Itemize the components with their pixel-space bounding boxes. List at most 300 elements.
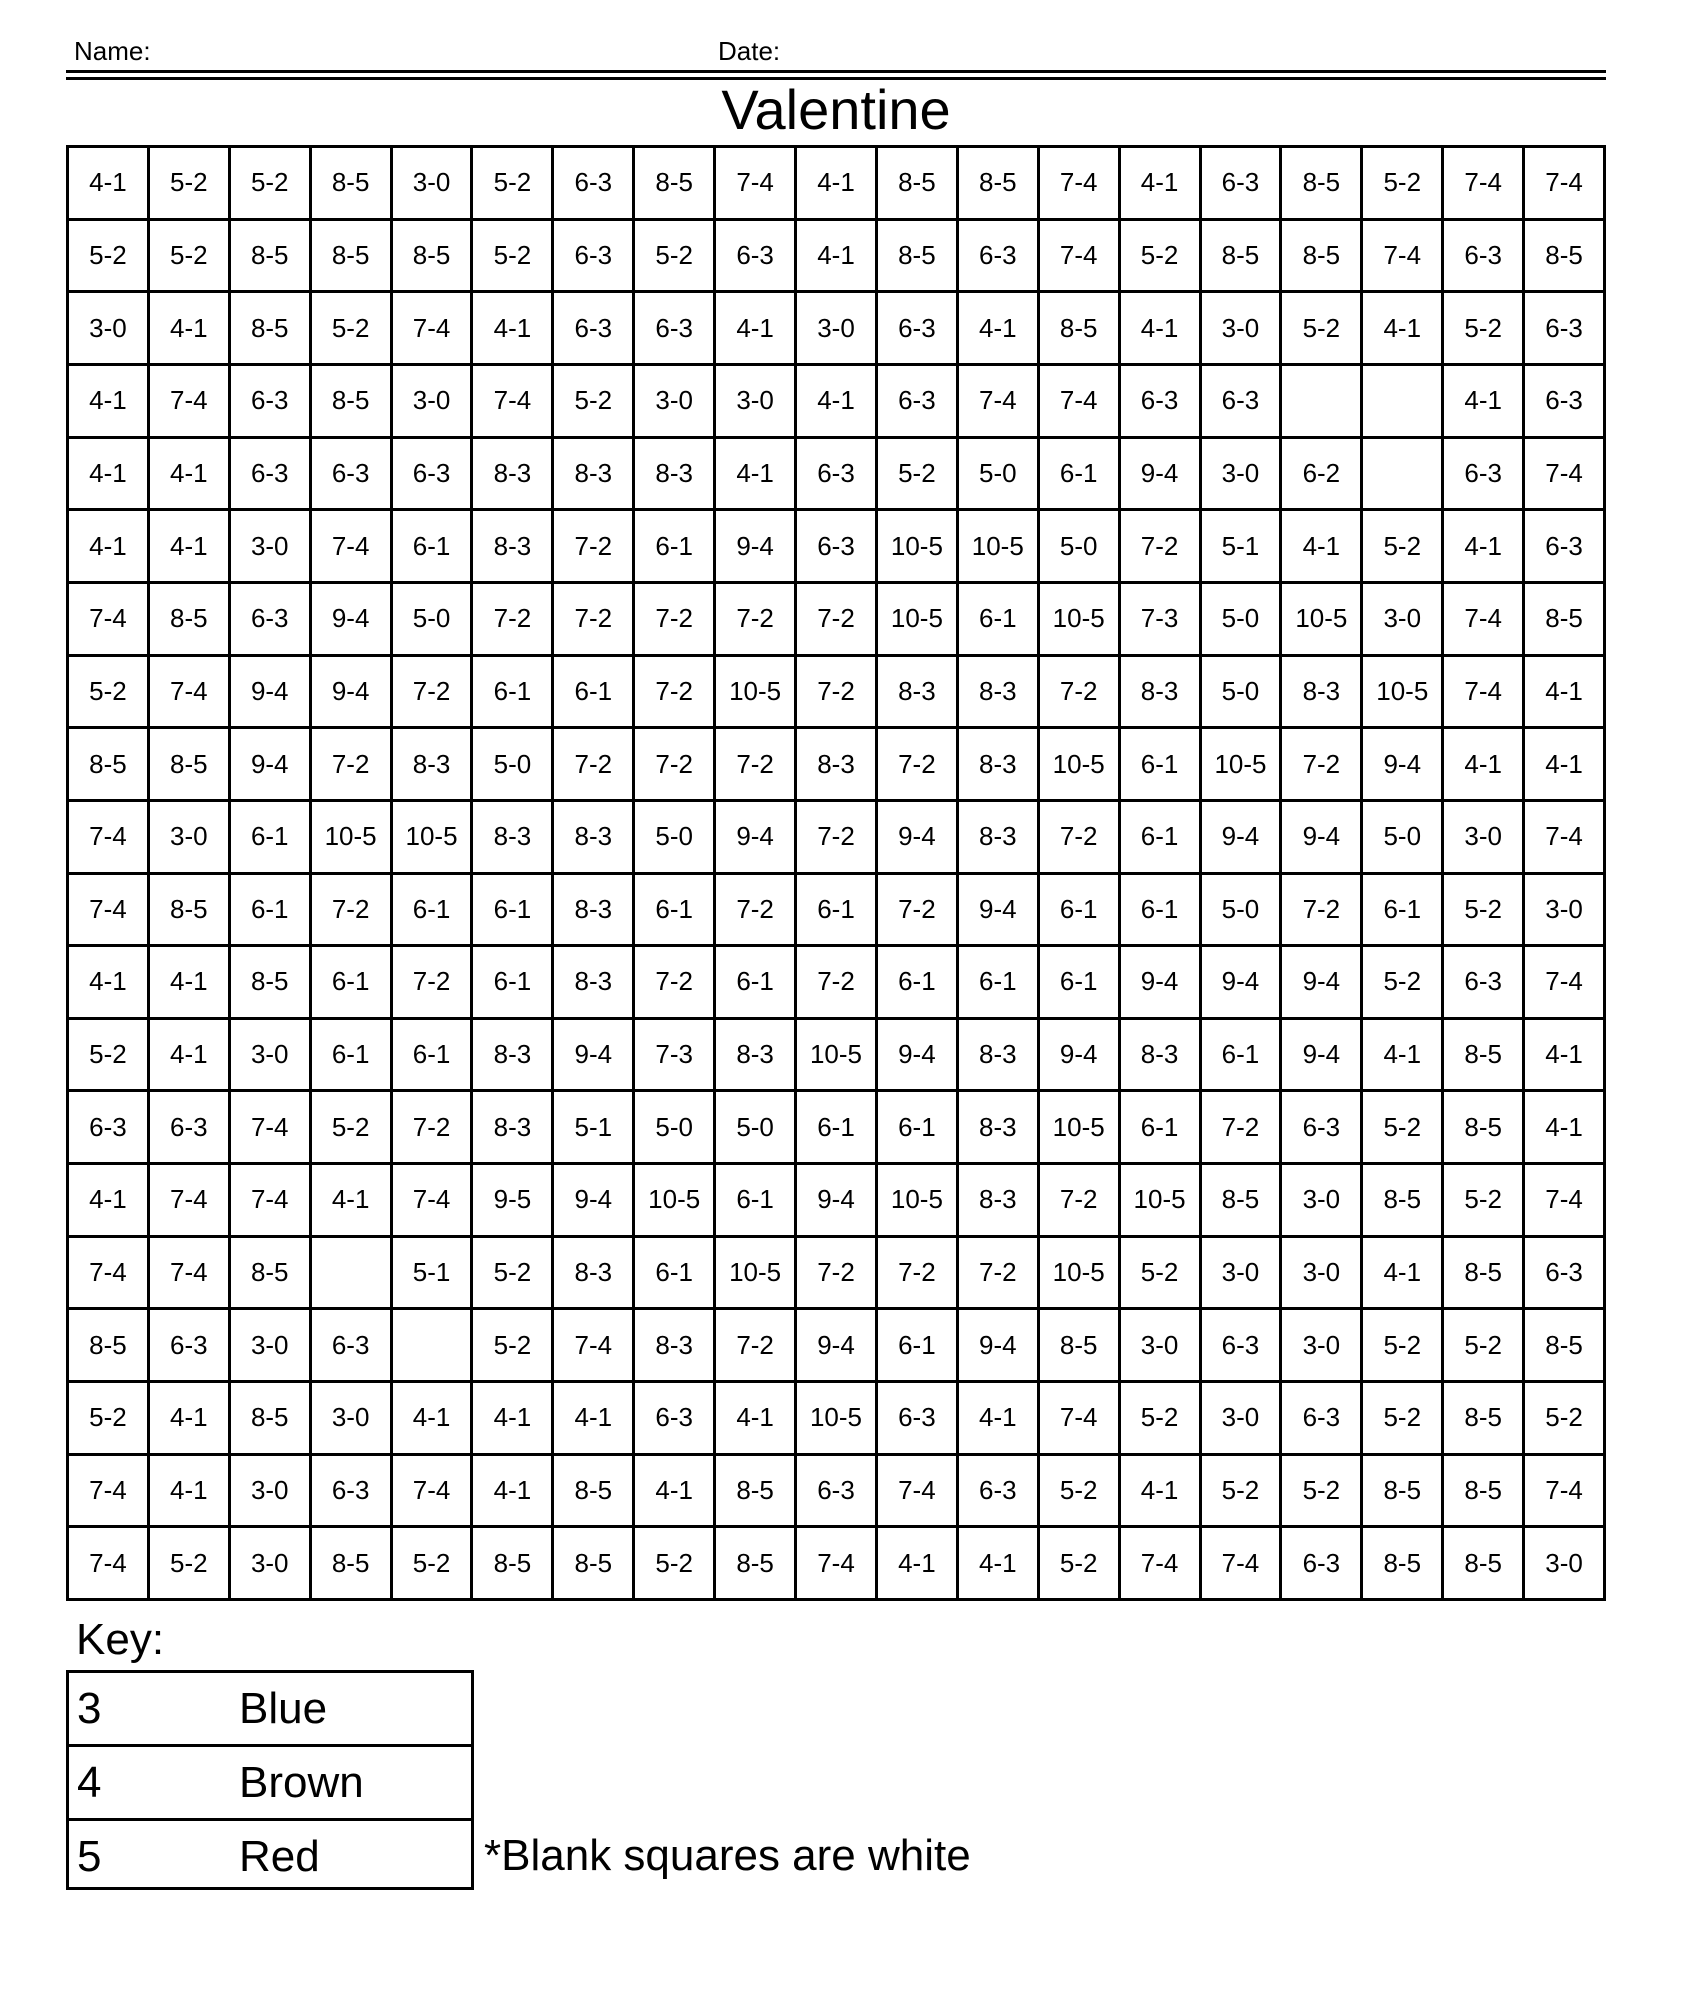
grid-cell: 3-0 xyxy=(150,802,231,875)
grid-cell: 9-4 xyxy=(716,511,797,584)
grid-cell xyxy=(393,1310,474,1383)
grid-cell: 4-1 xyxy=(1525,1092,1606,1165)
grid-cell: 8-3 xyxy=(1282,657,1363,730)
grid-cell: 5-2 xyxy=(1040,1528,1121,1601)
header-row xyxy=(66,34,1606,68)
grid-cell: 8-5 xyxy=(312,221,393,294)
grid-cell: 7-4 xyxy=(1040,221,1121,294)
grid-cell: 8-5 xyxy=(959,148,1040,221)
grid-cell: 5-0 xyxy=(1202,875,1283,948)
grid-cell xyxy=(312,1238,393,1311)
grid-cell: 4-1 xyxy=(150,439,231,512)
grid-cell: 4-1 xyxy=(554,1383,635,1456)
grid-cell: 3-0 xyxy=(231,1310,312,1383)
grid-cell: 5-0 xyxy=(959,439,1040,512)
grid-cell: 7-2 xyxy=(635,729,716,802)
grid-cell: 10-5 xyxy=(635,1165,716,1238)
grid-cell: 4-1 xyxy=(1282,511,1363,584)
grid-cell: 4-1 xyxy=(1121,293,1202,366)
grid-cell: 7-4 xyxy=(1363,221,1444,294)
grid-cell: 10-5 xyxy=(797,1020,878,1093)
grid-cell: 5-2 xyxy=(635,1528,716,1601)
grid-cell: 4-1 xyxy=(1444,366,1525,439)
grid-cell: 7-2 xyxy=(716,729,797,802)
grid-cell: 3-0 xyxy=(1525,1528,1606,1601)
grid-cell: 6-1 xyxy=(635,875,716,948)
grid-cell: 7-2 xyxy=(797,657,878,730)
grid-cell: 7-4 xyxy=(393,1165,474,1238)
grid-cell: 4-1 xyxy=(312,1165,393,1238)
grid-cell: 8-5 xyxy=(1363,1528,1444,1601)
grid-cell: 6-1 xyxy=(797,1092,878,1165)
grid-cell: 6-3 xyxy=(1525,511,1606,584)
grid-cell: 8-5 xyxy=(1363,1456,1444,1529)
grid-cell: 8-5 xyxy=(69,729,150,802)
grid-cell: 5-2 xyxy=(69,657,150,730)
grid-cell: 6-1 xyxy=(959,584,1040,657)
grid-cell: 4-1 xyxy=(797,221,878,294)
grid-cell: 8-3 xyxy=(554,947,635,1020)
grid-cell: 6-1 xyxy=(635,511,716,584)
grid-cell: 7-2 xyxy=(393,1092,474,1165)
grid-cell: 8-5 xyxy=(1202,221,1283,294)
grid-cell: 10-5 xyxy=(1282,584,1363,657)
grid-cell: 7-4 xyxy=(69,584,150,657)
grid-cell: 10-5 xyxy=(1040,1092,1121,1165)
grid-cell: 5-0 xyxy=(635,1092,716,1165)
grid-cell: 9-5 xyxy=(473,1165,554,1238)
grid-cell: 8-3 xyxy=(959,657,1040,730)
grid-cell: 8-5 xyxy=(312,366,393,439)
grid-cell: 5-2 xyxy=(150,1528,231,1601)
grid-cell: 7-4 xyxy=(1525,1165,1606,1238)
grid-cell: 8-5 xyxy=(1525,1310,1606,1383)
grid-cell: 9-4 xyxy=(797,1165,878,1238)
grid-cell: 5-2 xyxy=(69,1383,150,1456)
grid-cell: 6-3 xyxy=(959,221,1040,294)
grid-cell: 7-4 xyxy=(1121,1528,1202,1601)
grid-cell: 4-1 xyxy=(150,1383,231,1456)
grid-cell: 8-5 xyxy=(716,1528,797,1601)
grid-cell: 6-1 xyxy=(231,802,312,875)
grid-cell: 3-0 xyxy=(231,1020,312,1093)
grid-cell: 7-2 xyxy=(959,1238,1040,1311)
grid-cell: 8-5 xyxy=(1444,1456,1525,1529)
grid-cell: 3-0 xyxy=(231,1528,312,1601)
grid-cell: 5-2 xyxy=(1444,875,1525,948)
grid-cell: 8-3 xyxy=(716,1020,797,1093)
grid-cell: 7-4 xyxy=(1040,1383,1121,1456)
grid-cell: 6-3 xyxy=(959,1456,1040,1529)
grid-cell: 4-1 xyxy=(69,947,150,1020)
grid-cell: 6-1 xyxy=(312,947,393,1020)
grid-cell: 7-2 xyxy=(635,947,716,1020)
grid-cell: 5-2 xyxy=(1444,1165,1525,1238)
grid-cell: 10-5 xyxy=(1363,657,1444,730)
grid-cell: 8-5 xyxy=(473,1528,554,1601)
page-title: Valentine xyxy=(721,78,951,141)
grid-cell: 6-1 xyxy=(1121,1092,1202,1165)
grid-cell: 10-5 xyxy=(716,657,797,730)
grid-cell: 7-4 xyxy=(393,293,474,366)
grid-cell: 8-3 xyxy=(473,802,554,875)
grid-cell: 7-4 xyxy=(69,875,150,948)
grid-cell: 9-4 xyxy=(878,1020,959,1093)
grid-cell: 6-1 xyxy=(878,1310,959,1383)
grid-cell: 6-1 xyxy=(1121,729,1202,802)
grid-cell: 6-3 xyxy=(554,148,635,221)
grid-cell: 8-5 xyxy=(1444,1528,1525,1601)
grid-cell: 8-5 xyxy=(635,148,716,221)
grid-cell: 7-2 xyxy=(1282,729,1363,802)
grid-cell: 4-1 xyxy=(1363,293,1444,366)
grid-cell: 5-1 xyxy=(1202,511,1283,584)
grid-cell: 6-3 xyxy=(797,1456,878,1529)
grid-cell: 7-4 xyxy=(150,366,231,439)
grid-cell: 7-2 xyxy=(878,729,959,802)
grid-cell: 7-2 xyxy=(312,875,393,948)
grid-cell: 4-1 xyxy=(1525,657,1606,730)
grid-cell: 8-5 xyxy=(1444,1383,1525,1456)
key-number: 5 xyxy=(77,1832,102,1881)
grid-cell: 9-4 xyxy=(231,729,312,802)
grid-cell: 10-5 xyxy=(312,802,393,875)
key-color-name: Red xyxy=(239,1832,320,1881)
grid-cell: 8-5 xyxy=(1363,1165,1444,1238)
grid-cell: 8-5 xyxy=(312,1528,393,1601)
grid-cell: 6-1 xyxy=(797,875,878,948)
grid-cell: 7-4 xyxy=(69,802,150,875)
grid-cell: 5-2 xyxy=(635,221,716,294)
grid-cell: 7-2 xyxy=(797,947,878,1020)
grid-cell: 5-2 xyxy=(1282,1456,1363,1529)
grid-cell: 8-3 xyxy=(1121,1020,1202,1093)
grid-cell: 8-5 xyxy=(150,729,231,802)
grid-cell: 9-4 xyxy=(231,657,312,730)
grid-cell: 9-4 xyxy=(1202,947,1283,1020)
grid-cell: 5-2 xyxy=(1444,1310,1525,1383)
grid-cell: 6-3 xyxy=(1525,1238,1606,1311)
grid-cell: 5-2 xyxy=(1121,221,1202,294)
grid-cell: 5-2 xyxy=(1121,1383,1202,1456)
grid-cell: 7-2 xyxy=(312,729,393,802)
grid-cell: 3-0 xyxy=(1525,875,1606,948)
grid-cell: 7-2 xyxy=(473,584,554,657)
grid-cell: 5-2 xyxy=(69,1020,150,1093)
grid-cell: 5-1 xyxy=(554,1092,635,1165)
grid-cell: 7-2 xyxy=(797,1238,878,1311)
grid-cell: 7-4 xyxy=(959,366,1040,439)
grid-cell: 7-2 xyxy=(554,729,635,802)
grid-cell: 8-3 xyxy=(878,657,959,730)
grid-cell: 9-4 xyxy=(1282,947,1363,1020)
grid-cell: 8-3 xyxy=(959,729,1040,802)
grid-cell: 7-2 xyxy=(797,584,878,657)
grid-cell: 3-0 xyxy=(393,366,474,439)
grid-cell: 5-2 xyxy=(1363,947,1444,1020)
grid-cell: 8-5 xyxy=(1525,221,1606,294)
grid-cell: 7-4 xyxy=(797,1528,878,1601)
grid-cell: 6-3 xyxy=(1282,1528,1363,1601)
grid-cell: 9-4 xyxy=(312,657,393,730)
grid-cell: 9-4 xyxy=(312,584,393,657)
grid-cell: 6-1 xyxy=(1202,1020,1283,1093)
grid-cell: 4-1 xyxy=(473,1383,554,1456)
grid-cell: 4-1 xyxy=(69,366,150,439)
grid-cell: 3-0 xyxy=(1202,439,1283,512)
grid-cell: 8-5 xyxy=(1040,1310,1121,1383)
grid-cell: 9-4 xyxy=(959,875,1040,948)
grid-cell: 10-5 xyxy=(1040,1238,1121,1311)
grid-cell: 6-3 xyxy=(554,221,635,294)
grid-cell: 10-5 xyxy=(1202,729,1283,802)
grid-cell: 7-2 xyxy=(797,802,878,875)
grid-cell: 8-3 xyxy=(554,439,635,512)
grid-cell: 9-4 xyxy=(716,802,797,875)
grid-cell: 7-4 xyxy=(69,1456,150,1529)
grid-cell: 6-3 xyxy=(69,1092,150,1165)
grid-cell: 3-0 xyxy=(1363,584,1444,657)
grid-cell: 6-3 xyxy=(1202,366,1283,439)
grid-cell: 6-2 xyxy=(1282,439,1363,512)
grid-cell: 5-2 xyxy=(1525,1383,1606,1456)
grid-cell: 7-2 xyxy=(393,947,474,1020)
grid-cell: 6-3 xyxy=(150,1310,231,1383)
key-row xyxy=(69,1821,471,1892)
grid-cell: 4-1 xyxy=(959,1528,1040,1601)
grid-cell: 5-2 xyxy=(1363,1310,1444,1383)
grid-cell: 4-1 xyxy=(1363,1238,1444,1311)
grid-cell: 8-3 xyxy=(473,1092,554,1165)
grid-cell: 5-2 xyxy=(473,148,554,221)
grid-cell: 5-2 xyxy=(1202,1456,1283,1529)
grid-cell: 6-3 xyxy=(878,366,959,439)
grid-cell: 6-3 xyxy=(878,293,959,366)
grid-cell: 8-5 xyxy=(69,1310,150,1383)
grid-cell: 6-1 xyxy=(1121,802,1202,875)
key-title: Key: xyxy=(76,1615,165,1664)
grid-cell: 8-3 xyxy=(393,729,474,802)
grid-cell: 9-4 xyxy=(797,1310,878,1383)
grid-cell: 7-4 xyxy=(716,148,797,221)
grid-cell: 6-3 xyxy=(1282,1383,1363,1456)
grid-cell: 3-0 xyxy=(1282,1310,1363,1383)
grid-cell: 4-1 xyxy=(150,511,231,584)
grid-cell: 3-0 xyxy=(231,1456,312,1529)
grid-cell: 6-3 xyxy=(312,1310,393,1383)
grid-cell xyxy=(1363,366,1444,439)
grid-cell: 5-2 xyxy=(69,221,150,294)
grid-cell: 7-2 xyxy=(1040,802,1121,875)
grid-cell: 6-1 xyxy=(393,875,474,948)
grid-cell: 7-2 xyxy=(878,875,959,948)
grid-cell: 6-3 xyxy=(797,511,878,584)
grid-cell: 9-4 xyxy=(1363,729,1444,802)
grid-cell: 8-3 xyxy=(959,802,1040,875)
grid-cell: 5-0 xyxy=(393,584,474,657)
grid-cell: 4-1 xyxy=(1444,729,1525,802)
grid-cell: 7-4 xyxy=(1525,1456,1606,1529)
grid-cell: 6-3 xyxy=(1444,947,1525,1020)
grid-cell: 4-1 xyxy=(878,1528,959,1601)
grid-cell: 4-1 xyxy=(473,1456,554,1529)
grid-cell: 3-0 xyxy=(393,148,474,221)
grid-cell: 5-2 xyxy=(473,1310,554,1383)
key-number: 3 xyxy=(77,1684,102,1733)
grid-cell: 5-2 xyxy=(1363,148,1444,221)
grid-cell: 7-2 xyxy=(716,584,797,657)
grid-cell: 6-3 xyxy=(1282,1092,1363,1165)
grid-cell: 4-1 xyxy=(150,947,231,1020)
grid-cell: 3-0 xyxy=(69,293,150,366)
grid-cell: 10-5 xyxy=(393,802,474,875)
grid-cell: 3-0 xyxy=(1202,293,1283,366)
grid-cell: 8-5 xyxy=(878,221,959,294)
grid-cell: 4-1 xyxy=(1525,729,1606,802)
grid-cell: 6-1 xyxy=(473,657,554,730)
grid-cell: 7-4 xyxy=(1525,802,1606,875)
grid-cell: 7-4 xyxy=(554,1310,635,1383)
grid-cell: 9-4 xyxy=(554,1165,635,1238)
grid-cell: 3-0 xyxy=(635,366,716,439)
grid-cell: 4-1 xyxy=(1121,1456,1202,1529)
grid-cell: 6-3 xyxy=(231,366,312,439)
grid-cell: 10-5 xyxy=(878,1165,959,1238)
grid-cell: 5-2 xyxy=(1121,1238,1202,1311)
grid-cell: 10-5 xyxy=(716,1238,797,1311)
grid-cell: 10-5 xyxy=(878,584,959,657)
grid-cell: 9-4 xyxy=(878,802,959,875)
key-row xyxy=(69,1673,471,1747)
grid-cell: 9-4 xyxy=(1121,947,1202,1020)
grid-cell: 7-2 xyxy=(1040,657,1121,730)
grid-cell: 10-5 xyxy=(959,511,1040,584)
name-label: Name: xyxy=(74,36,151,66)
grid-cell: 7-3 xyxy=(635,1020,716,1093)
grid-cell: 4-1 xyxy=(150,1456,231,1529)
grid-cell: 8-5 xyxy=(231,221,312,294)
grid-cell: 9-4 xyxy=(554,1020,635,1093)
grid-cell: 7-4 xyxy=(150,1165,231,1238)
grid-cell xyxy=(1363,439,1444,512)
grid-cell: 6-1 xyxy=(312,1020,393,1093)
grid-cell: 8-5 xyxy=(231,1238,312,1311)
grid-cell: 6-1 xyxy=(1363,875,1444,948)
grid-cell: 8-5 xyxy=(150,875,231,948)
grid-cell: 5-2 xyxy=(1363,1092,1444,1165)
grid-cell: 4-1 xyxy=(716,439,797,512)
grid-cell: 10-5 xyxy=(1040,729,1121,802)
grid-cell: 8-5 xyxy=(1525,584,1606,657)
grid-cell: 4-1 xyxy=(69,511,150,584)
grid-cell: 6-1 xyxy=(878,947,959,1020)
grid-cell: 8-3 xyxy=(635,439,716,512)
grid-cell: 3-0 xyxy=(797,293,878,366)
grid-cell: 8-3 xyxy=(473,511,554,584)
grid-cell: 10-5 xyxy=(878,511,959,584)
grid-cell: 7-2 xyxy=(1121,511,1202,584)
grid-cell: 8-5 xyxy=(150,584,231,657)
grid-cell: 5-2 xyxy=(1040,1456,1121,1529)
header-divider-top xyxy=(66,70,1606,73)
grid-cell: 7-4 xyxy=(231,1092,312,1165)
grid-cell: 6-1 xyxy=(635,1238,716,1311)
grid-cell: 6-1 xyxy=(959,947,1040,1020)
grid-cell: 7-2 xyxy=(635,584,716,657)
grid-cell: 4-1 xyxy=(1121,148,1202,221)
grid-cell: 6-3 xyxy=(312,1456,393,1529)
grid-cell: 7-4 xyxy=(150,1238,231,1311)
grid-cell: 6-3 xyxy=(1202,1310,1283,1383)
grid-cell: 7-2 xyxy=(1040,1165,1121,1238)
grid-cell: 7-4 xyxy=(69,1238,150,1311)
grid-cell: 10-5 xyxy=(797,1383,878,1456)
grid-cell: 8-3 xyxy=(797,729,878,802)
grid-cell: 8-5 xyxy=(1444,1092,1525,1165)
grid-cell: 6-3 xyxy=(393,439,474,512)
grid-cell: 6-3 xyxy=(231,439,312,512)
grid-cell: 5-0 xyxy=(716,1092,797,1165)
grid-cell: 8-3 xyxy=(959,1092,1040,1165)
grid-cell: 6-3 xyxy=(1525,293,1606,366)
grid-cell: 5-0 xyxy=(1202,584,1283,657)
grid-cell: 8-5 xyxy=(231,947,312,1020)
grid-cell: 6-3 xyxy=(1202,148,1283,221)
grid-cell: 3-0 xyxy=(1282,1238,1363,1311)
grid-cell: 6-3 xyxy=(1444,439,1525,512)
grid-cell: 7-4 xyxy=(1040,366,1121,439)
grid-cell: 6-1 xyxy=(716,1165,797,1238)
grid-cell: 8-3 xyxy=(1121,657,1202,730)
grid-cell: 6-3 xyxy=(150,1092,231,1165)
grid-cell: 5-2 xyxy=(1282,293,1363,366)
grid-cell: 3-0 xyxy=(1121,1310,1202,1383)
grid-cell: 6-3 xyxy=(231,584,312,657)
grid-cell: 6-1 xyxy=(473,947,554,1020)
grid-cell: 6-1 xyxy=(1040,439,1121,512)
grid-cell: 6-3 xyxy=(878,1383,959,1456)
grid-cell: 3-0 xyxy=(1444,802,1525,875)
grid-cell: 6-3 xyxy=(312,439,393,512)
grid-cell: 7-4 xyxy=(1525,439,1606,512)
grid-cell: 7-4 xyxy=(1040,148,1121,221)
grid-cell: 5-2 xyxy=(150,221,231,294)
grid-cell: 6-3 xyxy=(635,1383,716,1456)
grid-cell: 7-4 xyxy=(150,657,231,730)
grid-cell: 7-2 xyxy=(635,657,716,730)
grid-cell: 4-1 xyxy=(797,366,878,439)
grid-cell: 4-1 xyxy=(716,1383,797,1456)
grid-cell: 6-1 xyxy=(1040,875,1121,948)
grid-cell: 7-4 xyxy=(1202,1528,1283,1601)
grid-cell: 6-1 xyxy=(1121,875,1202,948)
grid-cell: 8-3 xyxy=(473,1020,554,1093)
grid-cell: 3-0 xyxy=(716,366,797,439)
key-color-name: Blue xyxy=(239,1684,328,1733)
grid-cell: 7-2 xyxy=(1282,875,1363,948)
grid-cell: 9-4 xyxy=(959,1310,1040,1383)
key-color-name: Brown xyxy=(239,1758,364,1807)
grid-cell: 5-2 xyxy=(473,221,554,294)
grid-cell: 7-2 xyxy=(878,1238,959,1311)
grid-cell: 6-1 xyxy=(1040,947,1121,1020)
grid-cell: 6-3 xyxy=(1525,366,1606,439)
grid-cell: 4-1 xyxy=(797,148,878,221)
grid-cell: 7-4 xyxy=(473,366,554,439)
grid-cell: 6-1 xyxy=(878,1092,959,1165)
grid-cell: 8-3 xyxy=(554,1238,635,1311)
grid-cell: 4-1 xyxy=(393,1383,474,1456)
